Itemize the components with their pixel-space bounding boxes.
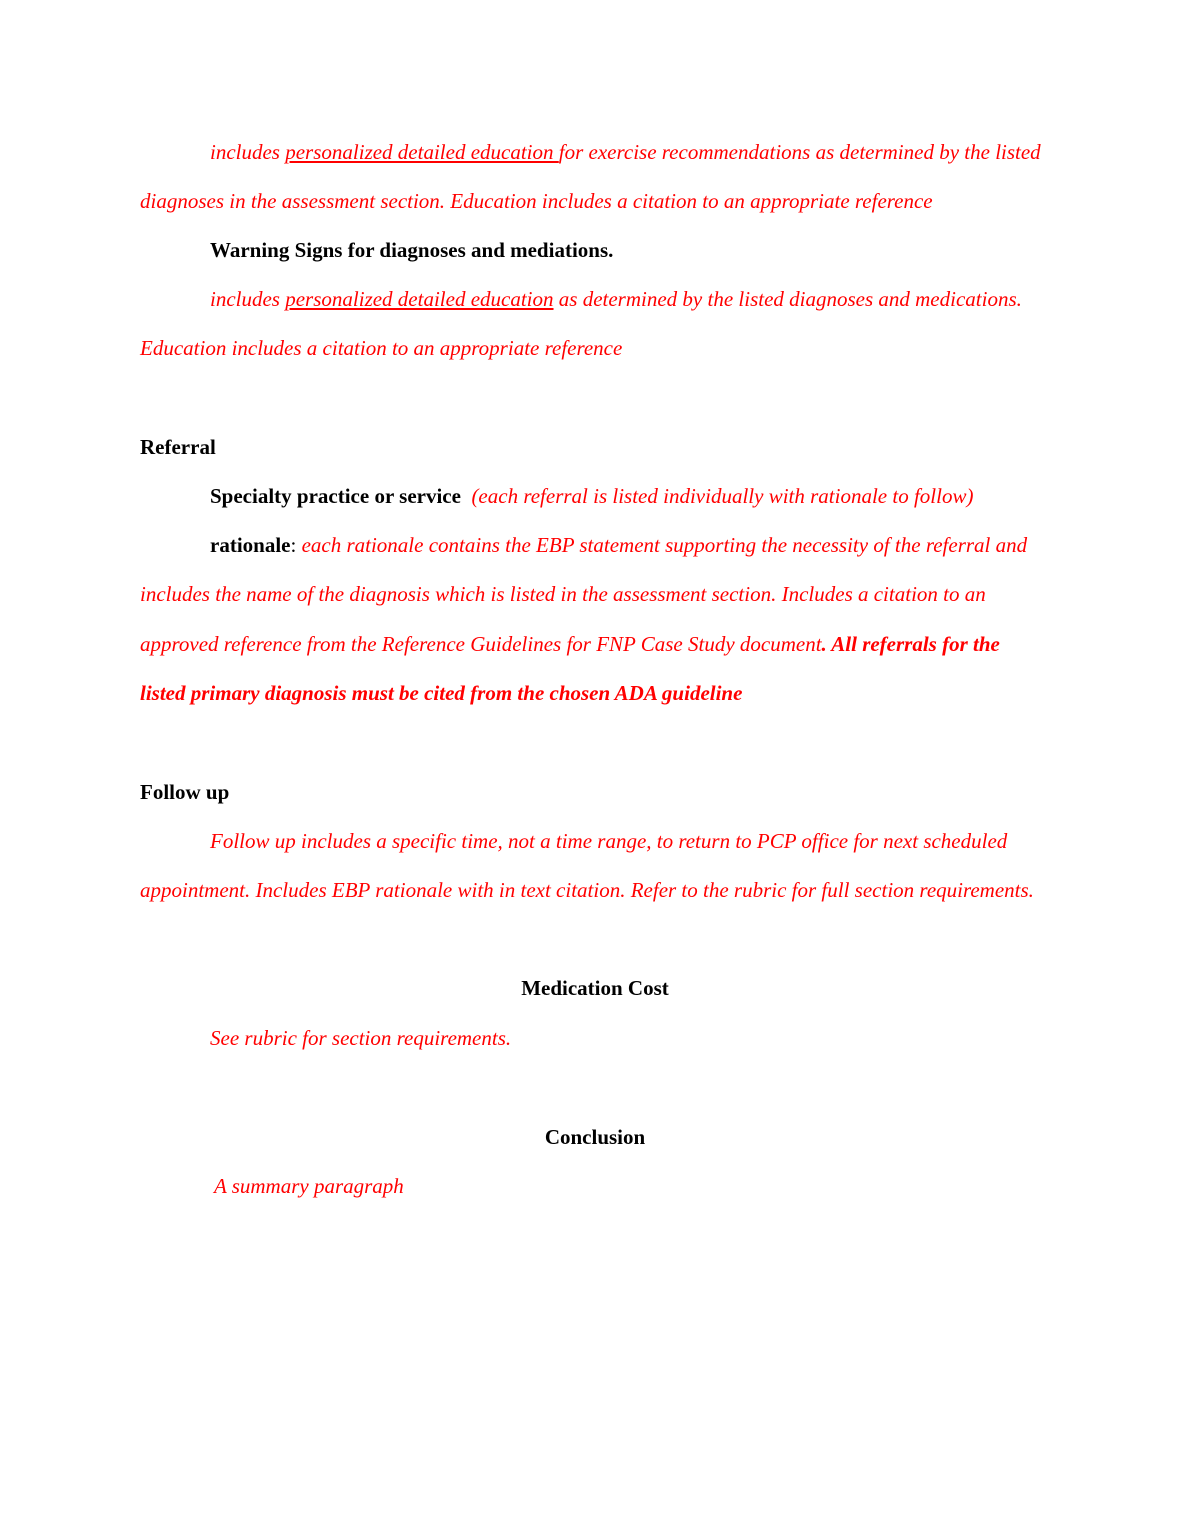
exercise-education-text-2: for exercise recommendations as determined by the listed diagnoses in the assessment section. Education includes a citation to an appropriate reference	[140, 140, 1041, 214]
exercise-education-text-1: includes	[210, 140, 286, 164]
rationale-bold-text: . All referrals for the listed primary diagnosis must be cited from the chosen ADA guideline	[140, 631, 1000, 705]
rationale-label: rationale	[210, 533, 291, 557]
specialty-label: Specialty practice or service	[210, 484, 461, 508]
follow-up-paragraph: Follow up includes a specific time, not a time range, to return to PCP office for next scheduled appointment. Includes EBP rationale with in text citation. Refer to the rubric for full section requirements.	[140, 829, 1034, 903]
warning-signs-heading: Warning Signs for diagnoses and mediations.	[210, 238, 614, 262]
conclusion-heading: Conclusion	[544, 1125, 646, 1149]
medication-cost-heading: Medication Cost	[521, 976, 669, 1000]
warning-underline: personalized detailed education	[285, 287, 554, 311]
specialty-note: (each referral is listed individually with rationale to follow)	[471, 484, 974, 508]
follow-up-heading: Follow up	[140, 780, 230, 804]
warning-signs-paragraph	[140, 275, 1050, 374]
exercise-education-paragraph	[140, 128, 1050, 227]
specialty-line	[140, 472, 1050, 521]
medication-cost-paragraph: See rubric for section requirements.	[210, 1026, 512, 1050]
rationale-text: each rationale contains the EBP statement supporting the necessity of the referral and includes the name of the diagnosis which is listed in the assessment section. Includes a citation to an approved reference from the Reference Guidelines for FNP Case Study document	[140, 533, 1028, 656]
warning-text-1: includes	[210, 287, 286, 311]
rationale-paragraph	[140, 521, 1050, 718]
warning-text-2: as determined by the listed diagnoses and medications. Education includes a citation to an appropriate reference	[140, 287, 1022, 361]
referral-heading: Referral	[140, 435, 216, 459]
exercise-education-underline: personalized detailed education	[285, 140, 559, 164]
conclusion-paragraph: A summary paragraph	[214, 1174, 404, 1198]
rationale-colon: :	[290, 533, 302, 557]
